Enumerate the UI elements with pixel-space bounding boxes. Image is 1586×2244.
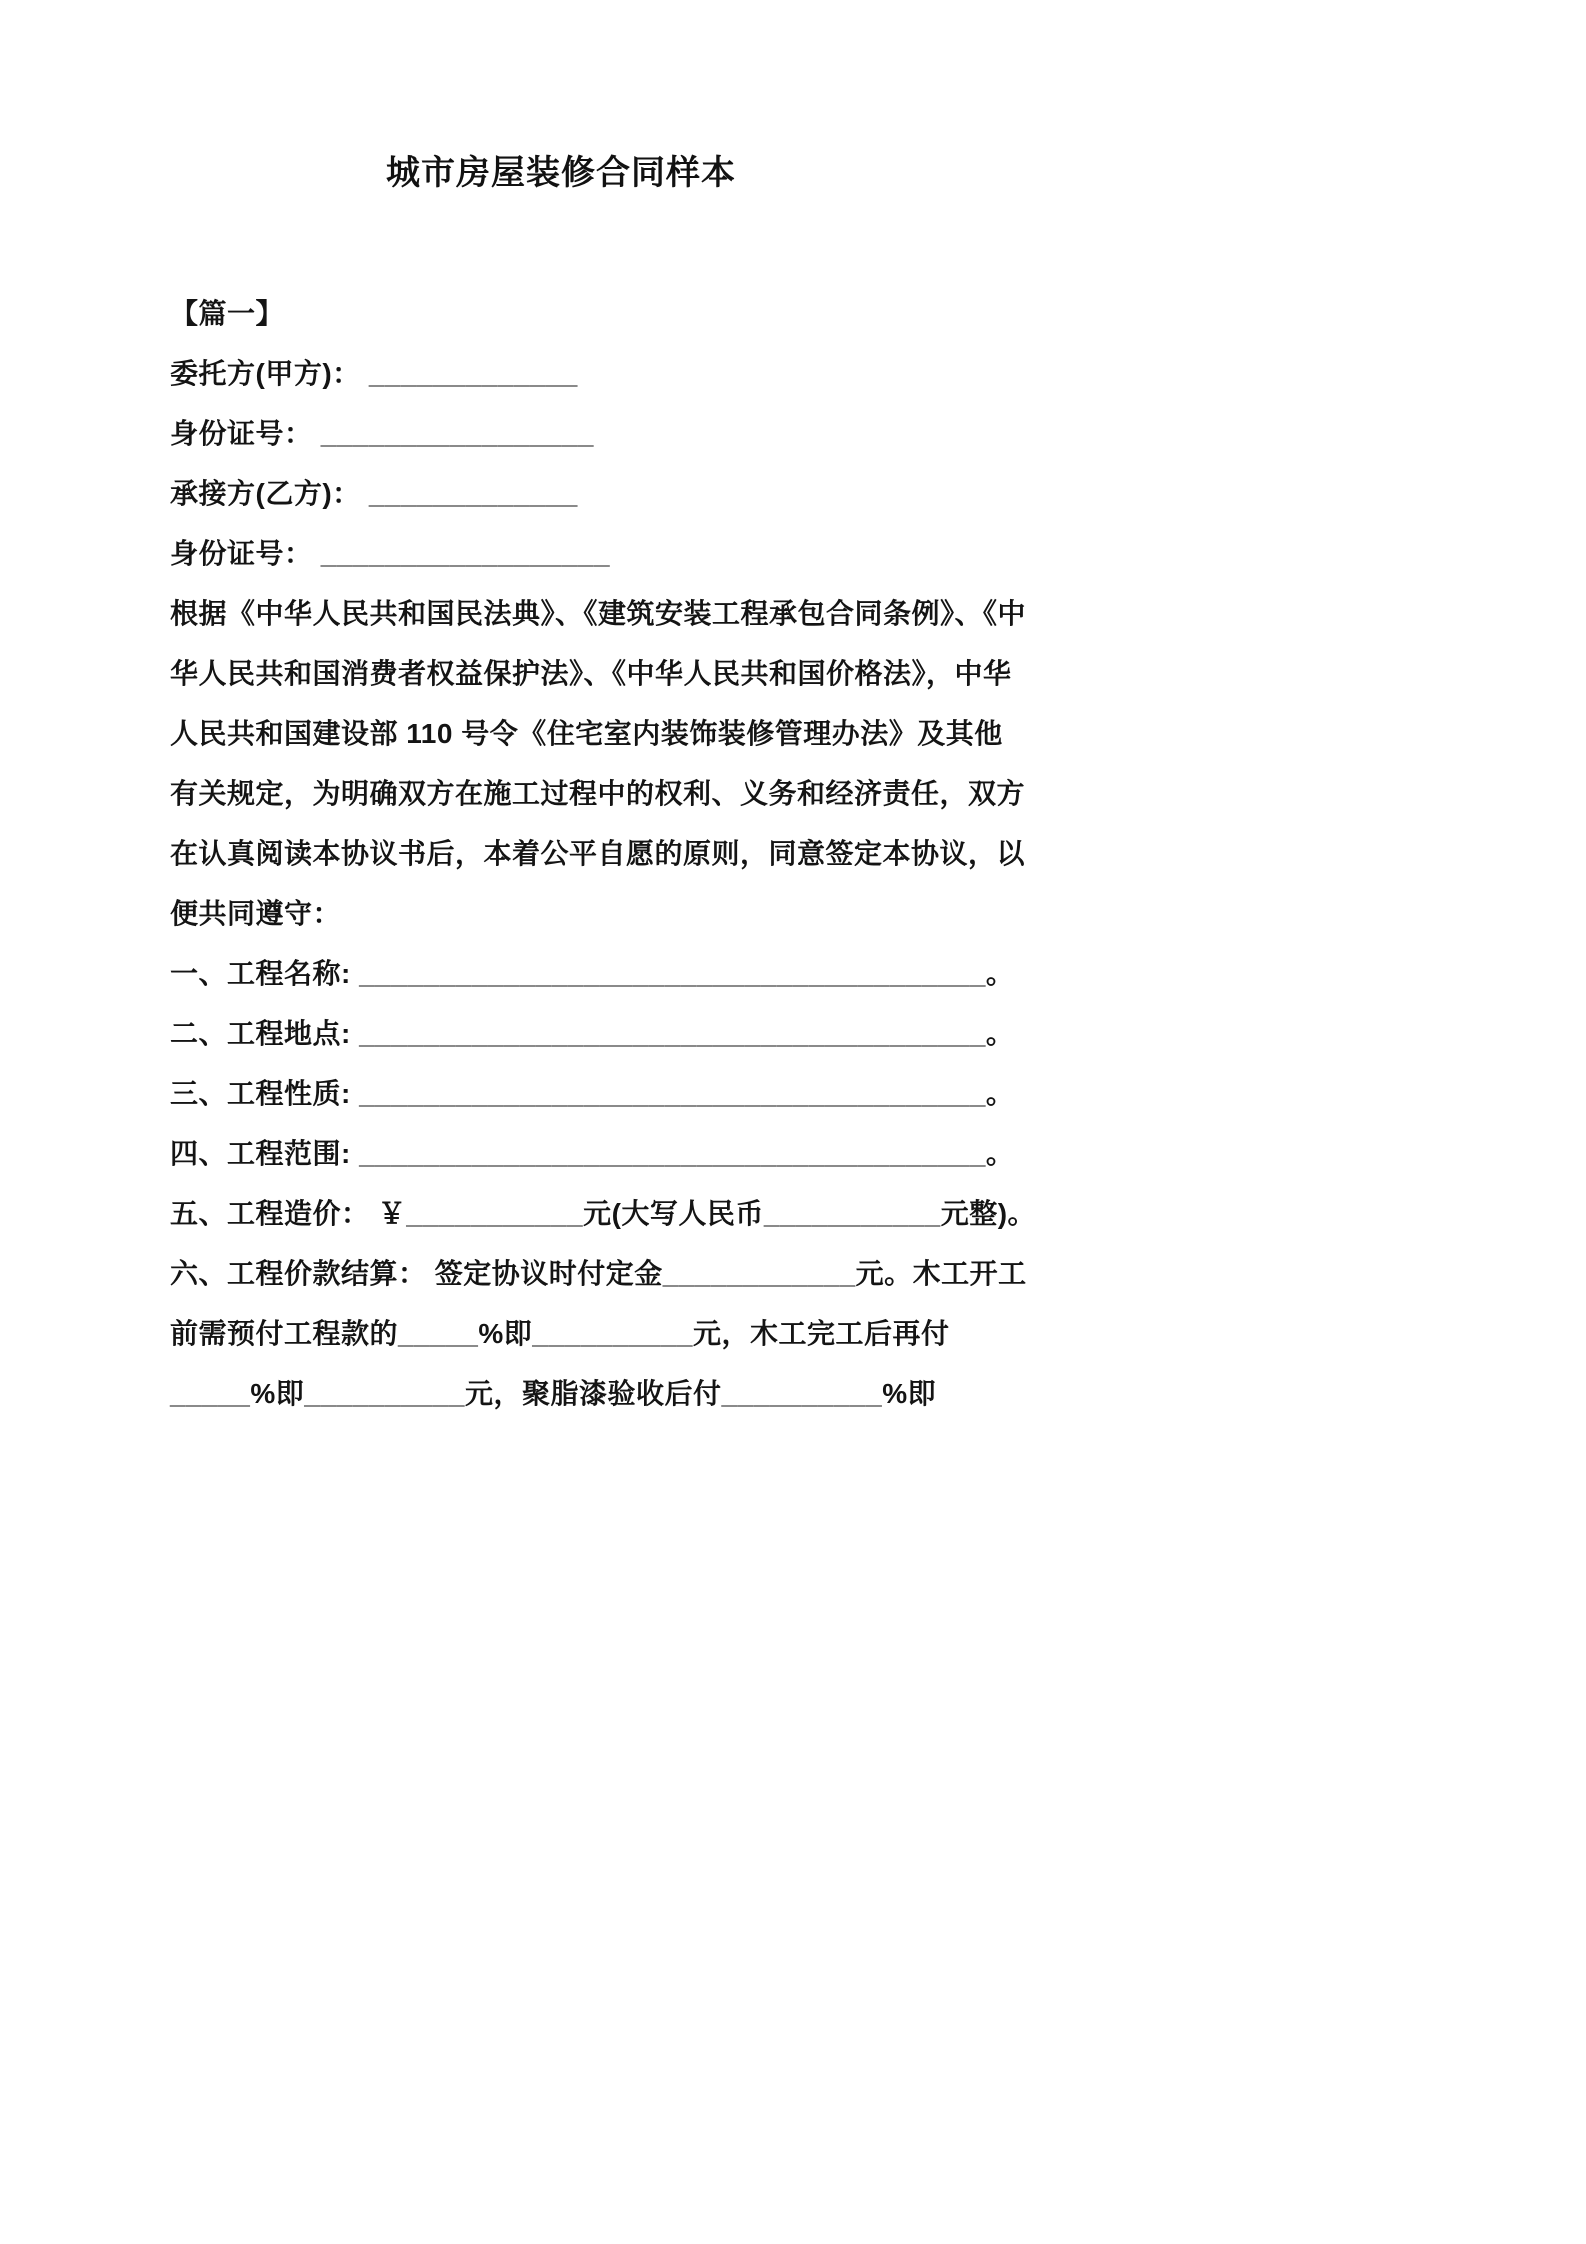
- field-line-party-a: 委托方(甲方)： _____________: [170, 358, 578, 389]
- document-content: [170, 148, 1037, 1424]
- payment-continuation-line-2: _____%即__________元，聚脂漆验收后付__________%即: [170, 1378, 937, 1409]
- preamble-line-1: 根据《中华人民共和国民法典》、《建筑安装工程承包合同条例》、《中: [170, 598, 1027, 629]
- field-line-id-b: 身份证号： __________________: [170, 538, 611, 569]
- item-line-payment-settlement: 六、工程价款结算： 签定协议时付定金____________元。木工开工: [170, 1258, 1027, 1289]
- preamble-line-2: 华人民共和国消费者权益保护法》、《中华人民共和国价格法》，中华: [170, 658, 1012, 689]
- payment-continuation-line-1: 前需预付工程款的_____%即__________元，木工完工后再付: [170, 1318, 950, 1349]
- item-line-project-location: 二、工程地点: _______________________________________。: [170, 1018, 1015, 1049]
- item-line-project-scope: 四、工程范围: _______________________________________。: [170, 1138, 1015, 1169]
- preamble-line-6: 便共同遵守：: [170, 898, 342, 929]
- field-line-party-b: 承接方(乙方)： _____________: [170, 478, 578, 509]
- item-line-project-name: 一、工程名称: _______________________________________。: [170, 958, 1015, 989]
- preamble-line-5: 在认真阅读本协议书后，本着公平自愿的原则，同意签定本协议，以: [170, 838, 1026, 869]
- field-line-id-a: 身份证号： _________________: [170, 418, 595, 449]
- preamble-line-3: 人民共和国建设部 110 号令《住宅室内装饰装修管理办法》及其他: [170, 718, 1003, 749]
- section-label: 【篇一】: [170, 298, 285, 329]
- preamble-line-4: 有关规定，为明确双方在施工过程中的权利、义务和经济责任，双方: [170, 778, 1026, 809]
- item-line-project-cost: 五、工程造价： ￥___________元(大写人民币___________元整)。: [170, 1198, 1037, 1229]
- item-line-project-nature: 三、工程性质: _______________________________________。: [170, 1078, 1015, 1109]
- document-title: 城市房屋装修合同样本: [386, 154, 736, 192]
